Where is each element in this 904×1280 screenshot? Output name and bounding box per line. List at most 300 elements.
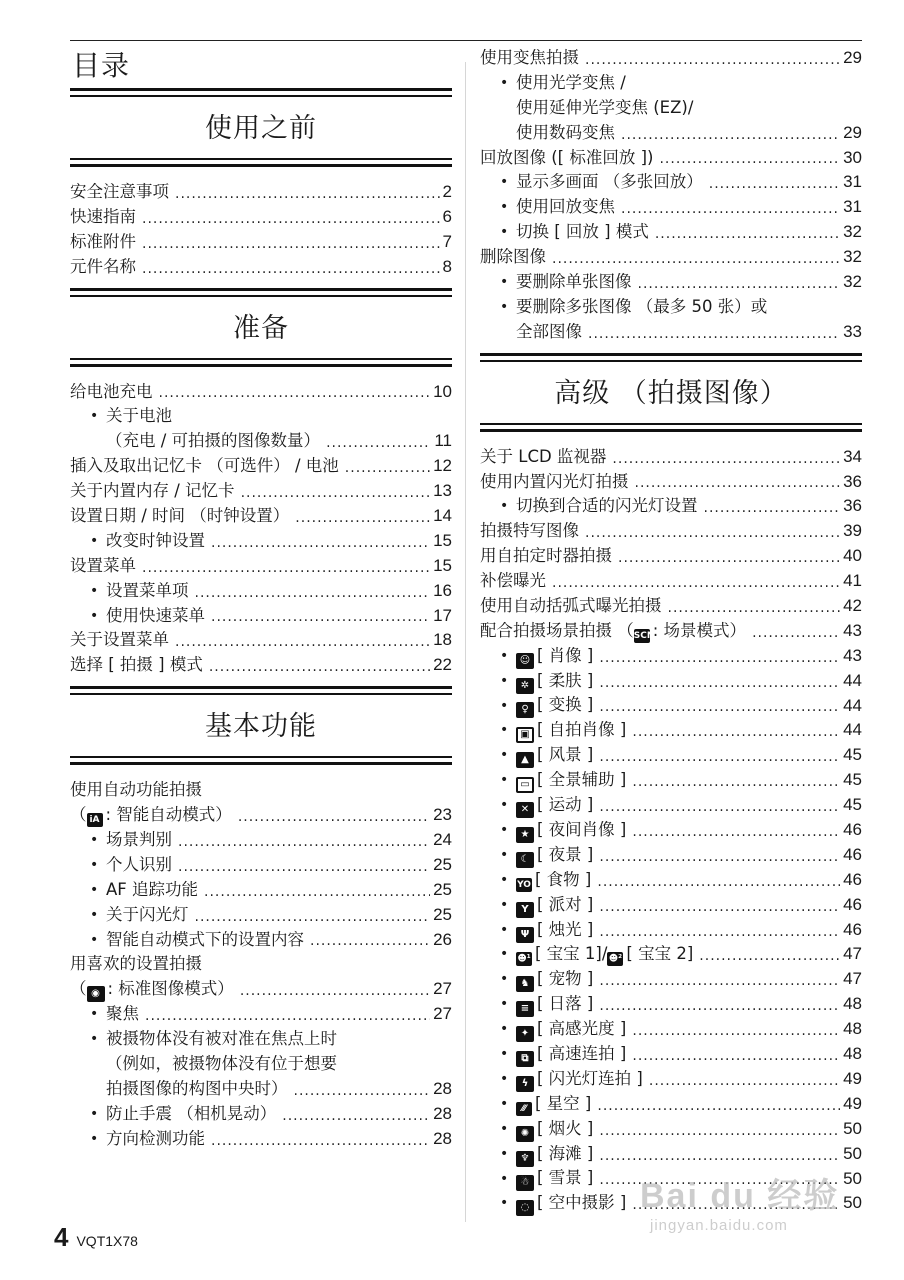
entry-text: 用自拍定时器拍摄 [480, 546, 612, 566]
entry-text-2: [ 宝宝 2] [626, 944, 694, 964]
entry-text: [ 海滩 ] [537, 1143, 594, 1163]
toc-entry[interactable] [70, 1127, 452, 1152]
entry-text: 快速指南 [70, 206, 136, 226]
toc-entry-label [70, 778, 202, 803]
page-ref: 2 [442, 181, 452, 201]
toc-entry-label [70, 952, 202, 977]
leader-dots [204, 881, 430, 903]
bullet-icon: • [90, 607, 99, 624]
leader-dots [142, 557, 430, 579]
section-heading: 准备 [233, 312, 289, 344]
leader-dots [552, 572, 840, 594]
heading-rule [70, 88, 452, 98]
entry-text: 使用延伸光学变焦 (EZ)/ [516, 97, 694, 117]
bullet-icon: • [500, 896, 509, 913]
page-ref: 25 [433, 854, 452, 874]
leader-dots [211, 532, 430, 554]
toc-entry[interactable] [480, 893, 862, 918]
toc-entry-label [480, 544, 612, 569]
entry-text: 被摄物体没有被对准在焦点上时 [106, 1029, 337, 1049]
toc-entry[interactable] [70, 977, 452, 1002]
page-ref: 25 [433, 904, 452, 924]
toc-entry[interactable] [70, 853, 452, 878]
entry-text: 切换到合适的闪光灯设置 [516, 496, 698, 516]
page-ref: 44 [843, 695, 862, 715]
page-ref: 34 [843, 446, 862, 466]
leader-dots [618, 547, 840, 569]
leader-dots [209, 656, 430, 678]
toc-entry[interactable] [70, 180, 452, 205]
toc-entry[interactable] [70, 479, 452, 504]
toc-entry[interactable] [480, 470, 862, 495]
night-portrait-icon: ★ [516, 827, 534, 843]
leader-dots [282, 1105, 430, 1127]
toc-entry-label [516, 1092, 591, 1117]
entry-text: 关于内置内存 / 记忆卡 [70, 481, 235, 501]
toc-entry[interactable] [480, 195, 862, 220]
leader-dots [175, 183, 440, 205]
toc-entry-label [516, 71, 626, 96]
toc-entry[interactable] [480, 245, 862, 270]
baby2-icon: ☻² [608, 954, 623, 965]
leader-dots [178, 856, 430, 878]
page-ref: 43 [843, 620, 862, 640]
page-ref: 29 [843, 47, 862, 67]
toc-entry[interactable] [480, 1092, 862, 1117]
entry-text: 给电池充电 [70, 381, 153, 401]
page-number: 4 [54, 1222, 69, 1252]
bullet-icon: • [500, 921, 509, 938]
page-ref: 15 [433, 555, 452, 575]
leader-dots [145, 1005, 430, 1027]
toc-entry[interactable] [480, 121, 862, 146]
toc-entry[interactable] [480, 694, 862, 719]
toc-entry[interactable] [480, 494, 862, 519]
leader-dots [585, 49, 840, 71]
right-column [480, 42, 862, 1224]
page-ref: 43 [843, 645, 862, 665]
toc-entry[interactable] [480, 220, 862, 245]
party-icon: Y [516, 902, 534, 918]
bullet-icon: • [90, 1006, 99, 1023]
page-ref: 32 [843, 222, 862, 242]
entry-text: [ 烟火 ] [537, 1118, 594, 1138]
toc-entry[interactable] [480, 1142, 862, 1167]
entry-text: [ 闪光灯连拍 ] [537, 1068, 643, 1088]
entry-text: 使用光学变焦 / [516, 72, 626, 92]
toc-entry-label [516, 320, 582, 345]
entry-text: [ 高速连拍 ] [537, 1043, 627, 1063]
page-ref: 27 [433, 979, 452, 999]
toc-entry-label [516, 868, 591, 893]
toc-entry[interactable] [480, 718, 862, 743]
page-ref: 26 [433, 929, 452, 949]
toc-entry-label [516, 1117, 593, 1142]
bullet-icon: • [500, 298, 509, 315]
page-ref: 28 [433, 1128, 452, 1148]
section-rule-bottom [480, 423, 862, 433]
toc-entry[interactable] [480, 793, 862, 818]
leader-dots [659, 148, 840, 170]
entry-text: [ 派对 ] [537, 894, 594, 914]
toc-entry[interactable] [70, 404, 452, 429]
leader-dots [632, 1020, 840, 1042]
toc-entry-label [480, 470, 629, 495]
toc-entry-label [516, 918, 593, 943]
toc-entry[interactable] [480, 644, 862, 669]
leader-dots [709, 173, 840, 195]
page-ref: 12 [433, 456, 452, 476]
entry-text: 删除图像 [480, 247, 546, 267]
toc-entry[interactable] [480, 594, 862, 619]
toc-entry-label [106, 828, 172, 853]
toc-entry[interactable] [480, 768, 862, 793]
entry-text: 拍摄特写图像 [480, 521, 579, 541]
toc-entry-label [516, 992, 593, 1017]
toc-entry[interactable] [480, 146, 862, 171]
leader-dots [621, 124, 840, 146]
section-entries [70, 766, 452, 1159]
toc-entry-label [480, 594, 662, 619]
page-ref: 48 [843, 1044, 862, 1064]
entry-text: [ 运动 ] [537, 795, 594, 815]
bullet-icon: • [500, 1170, 509, 1187]
leader-dots [597, 871, 840, 893]
toc-entry[interactable] [480, 843, 862, 868]
page-ref: 46 [843, 820, 862, 840]
camera-normal-mode-icon: ◉ [87, 986, 105, 1002]
section-heading: 使用之前 [205, 113, 317, 144]
toc-entry[interactable] [70, 928, 452, 953]
toc-entry[interactable] [480, 270, 862, 295]
toc-entry[interactable] [70, 828, 452, 853]
entry-text: 使用快速菜单 [106, 605, 205, 625]
leader-dots [599, 1145, 840, 1167]
toc-entry[interactable] [70, 579, 452, 604]
leader-dots [552, 248, 840, 270]
toc-entry[interactable] [480, 669, 862, 694]
toc-entry-label [516, 295, 767, 320]
toc-entry-label [480, 245, 546, 270]
entry-text: 拍摄图像的构图中央时） [106, 1078, 288, 1098]
page-ref: 49 [843, 1068, 862, 1088]
entry-text: [ 夜景 ] [537, 844, 594, 864]
section-entries [480, 433, 862, 1225]
toc-entry[interactable] [480, 619, 862, 644]
page-ref: 29 [843, 122, 862, 142]
toc-entry-label [516, 1042, 626, 1067]
entry-text: 设置日期 / 时间 （时钟设置） [70, 506, 290, 525]
page-ref: 10 [433, 381, 452, 401]
toc-entry-label [106, 1077, 288, 1102]
bullet-icon: • [90, 881, 99, 898]
transform-icon: ♀ [516, 702, 534, 718]
bullet-icon: • [90, 582, 99, 599]
leader-dots [638, 273, 841, 295]
bullet-icon: • [500, 647, 509, 664]
toc-entry-label [106, 1002, 139, 1027]
self-portrait-icon: ▣ [516, 727, 534, 743]
toc-entry[interactable] [70, 1102, 452, 1127]
bullet-icon: • [500, 1195, 509, 1212]
night-scenery-icon: ☾ [516, 852, 534, 868]
page-ref: 50 [843, 1143, 862, 1163]
toc-entry-label [516, 220, 649, 245]
page-ref: 31 [843, 197, 862, 217]
page-ref: 46 [843, 869, 862, 889]
bullet-icon: • [90, 408, 99, 425]
watermark-logo: Bai du 经验 [640, 1177, 840, 1215]
entry-text: 智能自动模式下的设置内容 [106, 929, 304, 949]
toc-entry[interactable] [480, 445, 862, 470]
toc-entry-label [516, 942, 693, 967]
entry-text: 使用自动括弧式曝光拍摄 [480, 596, 662, 616]
leader-dots [668, 597, 841, 619]
toc-entry-label [106, 1102, 276, 1127]
toc-entry-label [106, 853, 172, 878]
entry-text: [ 食物 ] [535, 869, 592, 889]
entry-text: 全部图像 [516, 321, 582, 341]
toc-entry[interactable] [480, 96, 862, 121]
toc-entry-label [516, 893, 593, 918]
fireworks-icon: ✺ [516, 1126, 534, 1142]
bullet-icon: • [500, 498, 509, 515]
toc-entry-label [106, 1127, 205, 1152]
toc-entry[interactable] [70, 205, 452, 230]
leader-dots [175, 631, 430, 653]
page-ref: 46 [843, 894, 862, 914]
bullet-icon: • [500, 174, 509, 191]
toc-entry-label [106, 878, 198, 903]
bullet-icon: • [90, 532, 99, 549]
section-entries [70, 168, 452, 288]
leader-dots [621, 198, 840, 220]
toc-entry-label [516, 1067, 643, 1092]
toc-entry-label [516, 793, 593, 818]
toc-entry[interactable] [480, 818, 862, 843]
page-ref: 17 [433, 605, 452, 625]
toc-entry[interactable] [70, 554, 452, 579]
page-ref: 41 [843, 571, 862, 591]
entry-text: 使用自动功能拍摄 [70, 780, 202, 800]
toc-entry[interactable] [70, 903, 452, 928]
toc-entry[interactable] [480, 569, 862, 594]
toc-entry[interactable] [70, 952, 452, 977]
hi-speed-burst-icon: ⧉ [516, 1051, 534, 1067]
page-ref: 31 [843, 172, 862, 192]
page-ref: 28 [433, 1103, 452, 1123]
leader-dots [211, 1130, 430, 1152]
bullet-icon: • [500, 996, 509, 1013]
toc-entry-label [70, 479, 235, 504]
toc-entry[interactable] [480, 170, 862, 195]
toc-entry[interactable] [480, 295, 862, 320]
toc-entry[interactable] [70, 380, 452, 405]
leader-dots [295, 507, 430, 529]
toc-entry-label [516, 96, 693, 121]
toc-entry-label [516, 693, 593, 718]
toc-entry[interactable] [480, 71, 862, 96]
page-ref: 47 [843, 944, 862, 964]
toc-entry[interactable] [70, 1052, 452, 1077]
entry-text: 元件名称 [70, 256, 136, 276]
toc-entry[interactable] [480, 46, 862, 71]
bullet-icon: • [500, 74, 509, 91]
toc-entry-label [516, 843, 593, 868]
toc-entry-label [70, 454, 339, 479]
sports-icon: ✕ [516, 802, 534, 818]
toc-entry[interactable] [480, 943, 862, 968]
toc-entry[interactable] [480, 1042, 862, 1067]
toc-entry[interactable] [480, 320, 862, 345]
page-ref: 11 [434, 431, 452, 451]
entry-text: [ 风景 ] [537, 745, 594, 765]
candle-light-icon: Ψ [516, 927, 534, 943]
starry-sky-icon: ⁄⁄⁄ [516, 1102, 532, 1116]
entry-text: 回放图像 ([ 标准回放 ]) [480, 147, 654, 167]
baby1-icon: ☻¹ [517, 954, 531, 965]
high-sensitivity-icon: ✦ [516, 1026, 534, 1042]
toc-entry[interactable] [480, 1017, 862, 1042]
leader-dots [632, 1045, 840, 1067]
bullet-icon: • [90, 832, 99, 849]
entry-text: [ 夜间肖像 ] [537, 819, 627, 839]
entry-text: : 智能自动模式） [105, 805, 232, 825]
page-ref: 13 [433, 481, 452, 501]
page-ref: 49 [843, 1093, 862, 1113]
toc-entry-label [516, 644, 593, 669]
leader-dots [599, 696, 840, 718]
toc-entry[interactable] [480, 1117, 862, 1142]
toc-entry[interactable] [70, 604, 452, 629]
leader-dots [655, 223, 840, 245]
toc-entry-label [516, 494, 698, 519]
bullet-icon: • [90, 1130, 99, 1147]
leader-dots [599, 672, 840, 694]
toc-entry-label [70, 255, 136, 280]
toc-entry[interactable] [480, 519, 862, 544]
leader-dots [326, 432, 431, 454]
toc-entry[interactable] [480, 544, 862, 569]
toc-entry[interactable] [480, 1067, 862, 1092]
entry-text: （例如，被摄物体没有位于想要 [106, 1054, 337, 1074]
toc-entry[interactable] [70, 504, 452, 529]
entry-text: 配合拍摄场景拍摄 （ [480, 620, 634, 640]
page-footer [54, 1222, 138, 1253]
bullet-icon: • [90, 931, 99, 948]
entry-text: 用喜欢的设置拍摄 [70, 954, 202, 974]
section-rule-top [70, 686, 452, 696]
leader-dots [599, 921, 840, 943]
entry-text: [ 高感光度 ] [537, 1019, 627, 1039]
page-ref: 32 [843, 247, 862, 267]
entry-text: 关于闪光灯 [106, 904, 189, 924]
page-ref: 28 [433, 1078, 452, 1098]
page-ref: 50 [843, 1193, 862, 1213]
toc-entry[interactable] [480, 992, 862, 1017]
toc-entry[interactable] [70, 454, 452, 479]
entry-text: 设置菜单项 [106, 580, 189, 600]
leader-dots [599, 846, 840, 868]
toc-entry[interactable] [480, 967, 862, 992]
entry-text: [ 柔肤 ] [537, 670, 594, 690]
leader-dots [635, 472, 841, 494]
bullet-icon: • [500, 822, 509, 839]
intelligent-auto-icon: iA [87, 813, 103, 827]
bullet-icon: • [500, 224, 509, 241]
toc-entry[interactable] [70, 653, 452, 678]
entry-text: [ 肖像 ] [537, 645, 594, 665]
section-rule-top [480, 353, 862, 363]
leader-dots [752, 622, 840, 644]
toc-entry[interactable] [70, 778, 452, 803]
entry-text: [ 宝宝 1]/ [535, 944, 608, 964]
baidu-watermark [640, 1168, 839, 1234]
toc-entry-label [106, 1052, 337, 1077]
entry-text: [ 烛光 ] [537, 919, 594, 939]
entry-text: 显示多画面 （多张回放） [516, 172, 703, 192]
page-ref: 14 [433, 506, 452, 525]
leader-dots [699, 945, 840, 967]
toc-entry[interactable] [70, 429, 452, 454]
toc-entry[interactable] [480, 743, 862, 768]
toc-entry-label [70, 180, 169, 205]
entry-text: : 标准图像模式） [107, 979, 234, 999]
bullet-icon: • [500, 747, 509, 764]
toc-entry[interactable] [70, 803, 452, 828]
pet-icon: ♞ [516, 976, 534, 992]
toc-entry[interactable] [70, 230, 452, 255]
page-ref: 42 [843, 596, 862, 616]
entry-text: 标准附件 [70, 231, 136, 251]
soft-skin-icon: ✲ [516, 678, 534, 694]
page-ref: 44 [843, 670, 862, 690]
entry-text: 个人识别 [106, 854, 172, 874]
leader-dots [345, 457, 430, 479]
toc-entry[interactable] [70, 529, 452, 554]
entry-text: 关于电池 [106, 406, 172, 426]
beach-icon: ♆ [516, 1151, 534, 1167]
flash-burst-icon: ϟ [516, 1076, 534, 1092]
leader-dots [599, 896, 840, 918]
paren: （ [70, 805, 87, 825]
toc-entry[interactable] [70, 1077, 452, 1102]
leader-dots [588, 323, 840, 345]
toc-entry[interactable] [70, 628, 452, 653]
bullet-icon: • [500, 971, 509, 988]
toc-entry[interactable] [480, 868, 862, 893]
page-ref: 45 [843, 795, 862, 815]
leader-dots [599, 970, 840, 992]
document-code: VQT1X78 [76, 1233, 138, 1249]
page-ref: 15 [433, 530, 452, 550]
toc-entry-label [480, 569, 546, 594]
toc-entry[interactable] [70, 255, 452, 280]
entry-text: 安全注意事项 [70, 181, 169, 201]
toc-entry[interactable] [480, 918, 862, 943]
leader-dots [649, 1070, 840, 1092]
toc-entry[interactable] [70, 1002, 452, 1027]
left-sections [70, 98, 452, 1160]
entry-text: 聚焦 [106, 1004, 139, 1024]
toc-entry[interactable] [70, 1027, 452, 1052]
sunset-icon: ≡ [516, 1001, 534, 1017]
toc-entry-label [516, 818, 626, 843]
page-ref: 39 [843, 521, 862, 541]
toc-entry-label [516, 195, 615, 220]
toc-entry[interactable] [70, 878, 452, 903]
toc-entry-label [516, 1017, 626, 1042]
